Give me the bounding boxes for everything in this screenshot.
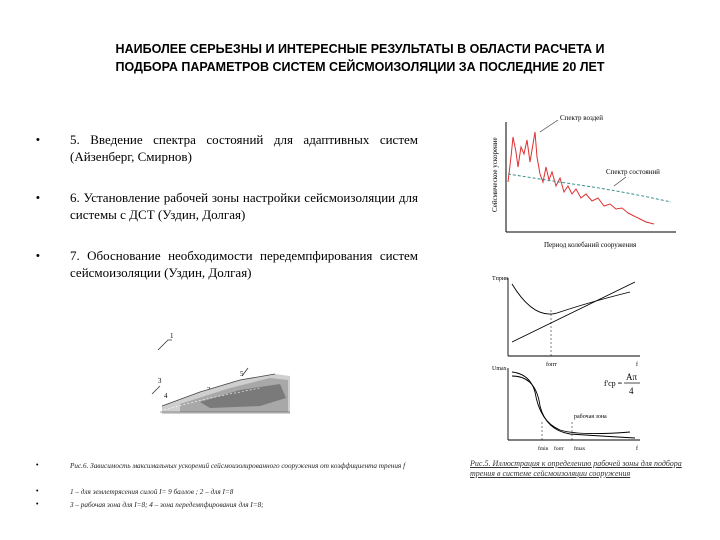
- caption-bullet-icon: •: [36, 488, 39, 495]
- label-4: 4: [164, 392, 168, 400]
- fig6-caption-line-1: Рис.6. Зависимость максимальных ускорений сейсмоизолированного сооружения от коэффициента трения f: [70, 462, 406, 470]
- bottom-x-label-max: fmax: [574, 446, 586, 452]
- bullet-icon: •: [36, 134, 40, 146]
- bottom-y-label: Umax: [492, 366, 507, 372]
- caption-bullet-icon: •: [36, 462, 39, 469]
- bullet-icon: •: [36, 192, 40, 204]
- top-curve: [512, 284, 630, 314]
- legend-leader: [540, 120, 558, 132]
- top-x-label-opt: fопт: [546, 362, 557, 368]
- legend-impact: Спектр воздей: [560, 114, 604, 122]
- label-1: 1: [170, 332, 174, 340]
- formula-numerator: Aπ: [626, 372, 638, 382]
- working-zone-label: рабочая зона: [574, 414, 607, 420]
- fig5-caption: Рис.5. Иллюстрация к определению рабочей зоны для подбора трения в системе сейсмоизоляции сооружения: [470, 459, 682, 478]
- formula-denominator: 4: [629, 386, 634, 396]
- bullet-icon: •: [36, 250, 40, 262]
- list-item-6: 6. Установление рабочей зоны настройки сейсмоизоляции для системы с ДСТ (Уздин, Долгая): [70, 190, 418, 222]
- fig6-caption-line-3: 3 – рабочая зона для I=8; 4 – зона передемпфирования для I=8;: [70, 501, 264, 509]
- legend-leader: [614, 177, 626, 186]
- bottom-x-label-opt: fопт: [554, 446, 564, 452]
- fig6-caption-line-2: 1 – для землетрясения силой I= 9 баллов ; 2 – для I=8: [70, 488, 234, 496]
- fig6-diagram: [140, 328, 310, 428]
- formula-left: f'ср =: [604, 379, 623, 388]
- top-x-label-f: f: [636, 362, 638, 368]
- y-axis-label: Сейсмическое ускорение: [491, 137, 499, 212]
- caption-bullet-icon: •: [36, 501, 39, 508]
- list-item-5: 5. Введение спектра состояний для адаптивных систем (Айзенберг, Смирнов): [70, 132, 418, 164]
- label-3: 3: [158, 377, 162, 385]
- label-5: 5: [240, 370, 244, 378]
- top-y-label: Tприв: [492, 276, 508, 282]
- bottom-x-label-f: f: [636, 446, 638, 452]
- title-line-2: ПОДБОРА ПАРАМЕТРОВ СИСТЕМ СЕЙСМОИЗОЛЯЦИИ ЗА ПОСЛЕДНИЕ 20 ЛЕТ: [115, 60, 605, 74]
- bottom-x-label-min: fmin: [538, 446, 549, 452]
- title-line-1: НАИБОЛЕЕ СЕРЬЕЗНЫ И ИНТЕРЕСНЫЕ РЕЗУЛЬТАТЫ В ОБЛАСТИ РАСЧЕТА И: [115, 42, 605, 56]
- legend-state: Спектр состояний: [606, 168, 660, 176]
- impact-spectrum-line: [508, 132, 654, 224]
- spectrum-chart: [486, 112, 682, 260]
- working-zone-chart: [490, 272, 650, 458]
- top-line: [512, 282, 635, 342]
- slide-title: [40, 40, 680, 76]
- leader-line-3: [152, 386, 160, 394]
- scatter-region: [160, 374, 290, 414]
- leader-line-1: [158, 340, 172, 350]
- list-item-7: 7. Обоснование необходимости передемпфирования систем сейсмоизоляции (Уздин, Долгая): [70, 248, 418, 280]
- x-axis-label: Период колебаний сооружения: [544, 241, 637, 249]
